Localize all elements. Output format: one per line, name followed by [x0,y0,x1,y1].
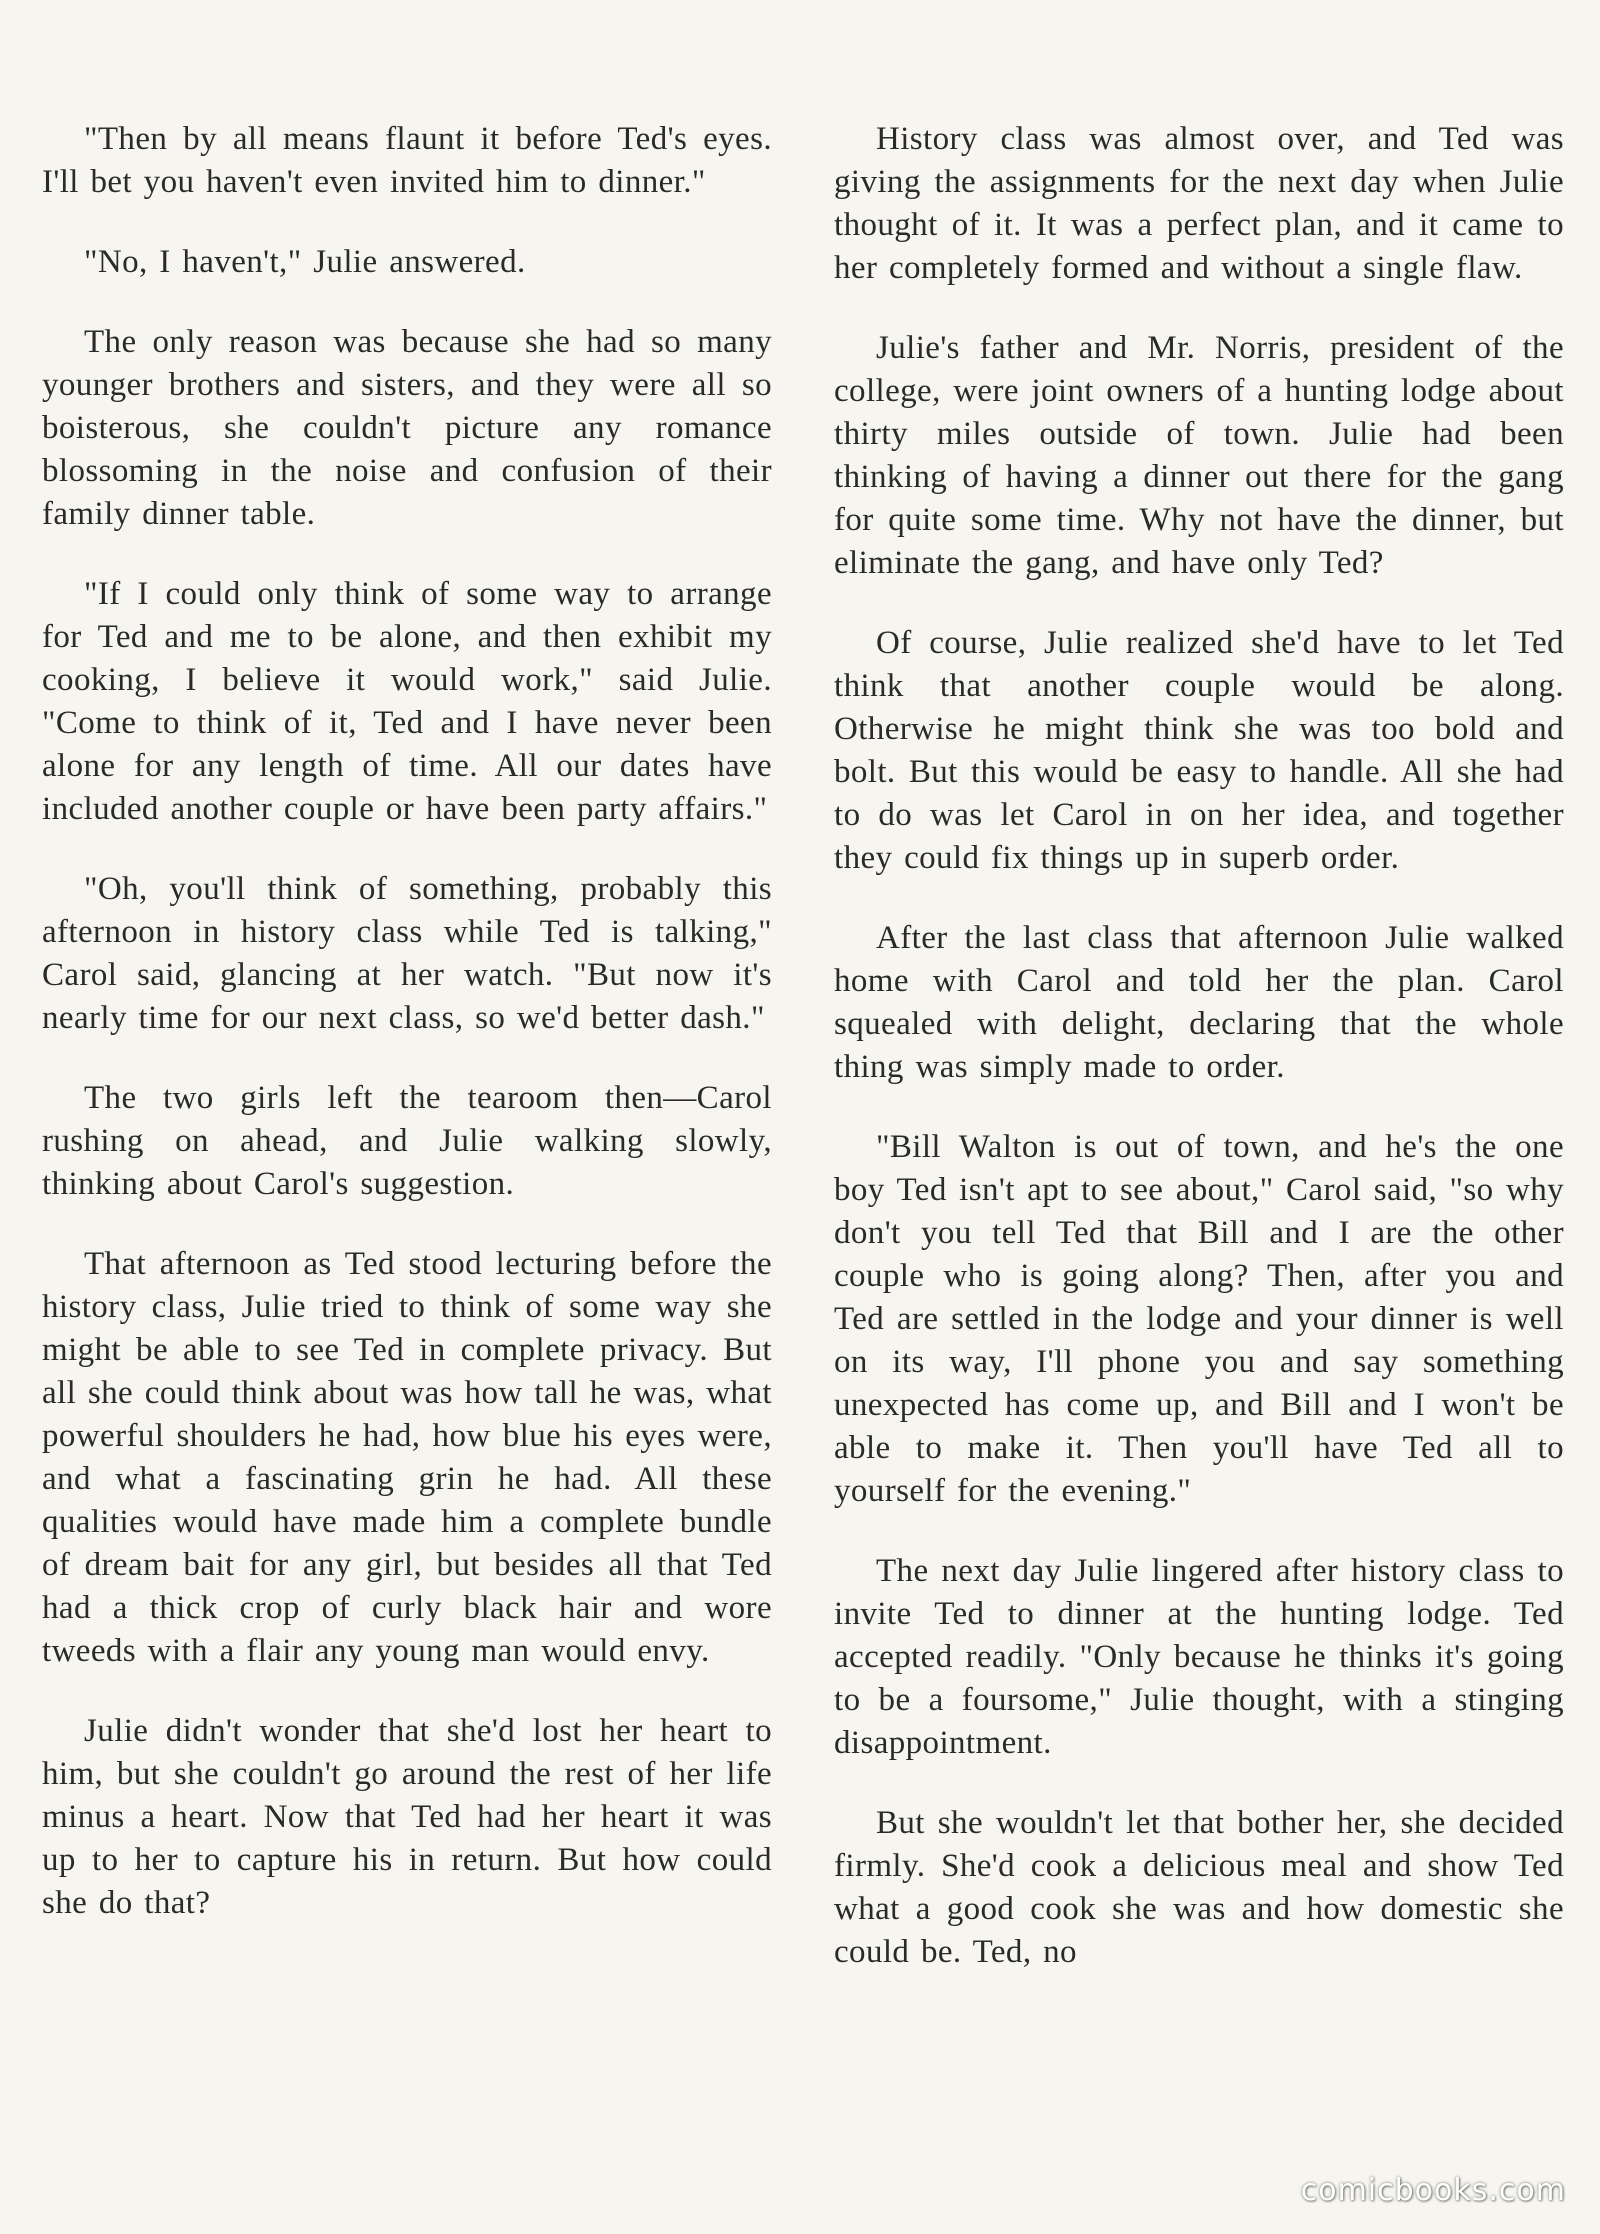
left-text-column [42,118,772,1962]
paragraph: The next day Julie lingered after history class to invite Ted to dinner at the hunting lodge. Ted accepted readily. "Only because he thinks it's going to be a foursome," Julie thought, with a stinging disappointment. [834,1553,1564,1761]
paragraph: Julie's father and Mr. Norris, president of the college, were joint owners of a hunting lodge about thirty miles outside of town. Julie had been thinking of having a dinner out there for the gang for quite some time. Why not have the dinner, but eliminate the gang, and have only Ted? [834,330,1564,581]
paragraph: History class was almost over, and Ted was giving the assignments for the next day when Julie thought of it. It was a perfect plan, and it came to her completely formed and without a single flaw. [834,121,1564,286]
paragraph: "Oh, you'll think of something, probably this afternoon in history class while Ted is talking," Carol said, glancing at her watch. "But now it's nearly time for our next class, so we'd better dash." [42,871,772,1036]
paragraph: But she wouldn't let that bother her, she decided firmly. She'd cook a delicious meal and show Ted what a good cook she was and how domestic she could be. Ted, no [834,1805,1564,1970]
paragraph: That afternoon as Ted stood lecturing before the history class, Julie tried to think of some way she might be able to see Ted in complete privacy. But all she could think about was how tall he was, what powerful shoulders he had, how blue his eyes were, and what a fascinating grin he had. All these qualities would have made him a complete bundle of dream bait for any girl, but besides all that Ted had a thick crop of curly black hair and wore tweeds with a flair any young man would envy. [42,1246,772,1669]
paragraph: Julie didn't wonder that she'd lost her heart to him, but she couldn't go around the rest of her life minus a heart. Now that Ted had her heart it was up to her to capture his in return. But how could she do that? [42,1713,772,1921]
paragraph: "No, I haven't," Julie answered. [84,244,526,280]
site-watermark: comicbooks.com [1300,2173,1566,2208]
paragraph: The two girls left the tearoom then—Carol rushing on ahead, and Julie walking slowly, thinking about Carol's suggestion. [42,1080,772,1202]
paragraph: The only reason was because she had so many younger brothers and sisters, and they were all so boisterous, she couldn't picture any romance blossoming in the noise and confusion of their family dinner table. [42,324,772,532]
paragraph: "If I could only think of some way to arrange for Ted and me to be alone, and then exhibit my cooking, I believe it would work," said Julie. "Come to think of it, Ted and I have never been alone for any length of time. All our dates have included another couple or have been party affairs." [42,576,772,827]
paragraph: After the last class that afternoon Julie walked home with Carol and told her the plan. Carol squealed with delight, declaring that the whole thing was simply made to order. [834,920,1564,1085]
paragraph: "Bill Walton is out of town, and he's the one boy Ted isn't apt to see about," Carol said, "so why don't you tell Ted that Bill and I are the other couple who is going along? Then, after you and Ted are settled in the lodge and your dinner is well on its way, I'll phone you and say something unexpected has come up, and Bill and I won't be able to make it. Then you'll have Ted all to yourself for the evening." [834,1129,1564,1509]
right-text-column [834,118,1564,2011]
paragraph: "Then by all means flaunt it before Ted's eyes. I'll bet you haven't even invited him to dinner." [42,121,772,200]
paragraph: Of course, Julie realized she'd have to let Ted think that another couple would be along. Otherwise he might think she was too bold and bolt. But this would be easy to handle. All she had to do was let Carol in on her idea, and together they could fix things up in superb order. [834,625,1564,876]
